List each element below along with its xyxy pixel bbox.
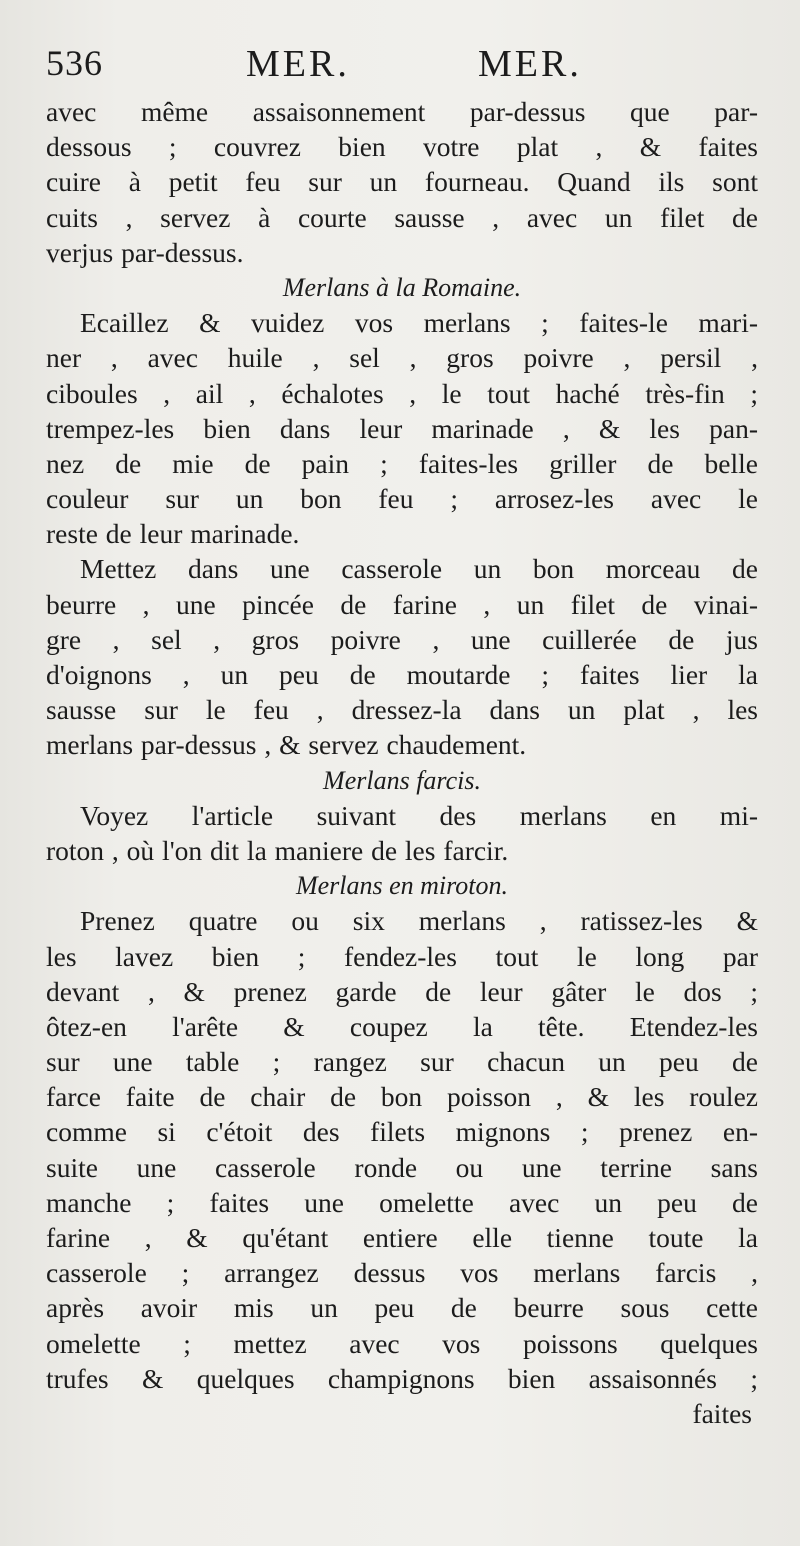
recipe-heading: Merlans en miroton.: [295, 871, 509, 901]
text-line: roton , où l'on dit la maniere de les farcir.: [46, 834, 509, 866]
text-line: reste de leur marinade.: [46, 518, 300, 550]
text-line: couleur sur un bon feu ; arrosez-les avec le: [46, 483, 758, 515]
text-line: avec même assaisonnement par-dessus que par-: [46, 96, 758, 127]
text-line: les lavez bien ; fendez-les tout le long par: [46, 940, 758, 972]
page-number: 536: [46, 43, 103, 83]
text-line: ner , avec huile , sel , gros poivre , persil ,: [46, 342, 758, 374]
text-line: Mettez dans une casserole un bon morceau de: [80, 553, 758, 585]
text-line: après avoir mis un peu de beurre sous cette: [46, 1292, 758, 1324]
text-line: d'oignons , un peu de moutarde ; faites lier la: [46, 659, 758, 690]
text-line: beurre , une pincée de farine , un filet de vinai-: [46, 588, 758, 620]
text-line: cuire à petit feu sur un fourneau. Quand ils sont: [46, 166, 758, 198]
text-line: nez de mie de pain ; faites-les griller de belle: [46, 447, 758, 479]
text-line: farce faite de chair de bon poisson , & les roulez: [46, 1081, 758, 1113]
text-line: devant , & prenez garde de leur gâter le dos ;: [46, 975, 758, 1007]
text-line: verjus par-dessus.: [46, 236, 244, 268]
page-body: [46, 94, 758, 1431]
text-line: Ecaillez & vuidez vos merlans ; faites-le mari-: [80, 307, 758, 339]
text-line: dessous ; couvrez bien votre plat , & faites: [46, 131, 758, 163]
text-line: farine , & qu'étant entiere elle tienne toute la: [46, 1222, 758, 1253]
text-line: comme si c'étoit des filets mignons ; prenez en-: [46, 1116, 758, 1148]
recipe-heading: Merlans farcis.: [323, 765, 481, 795]
text-line: gre , sel , gros poivre , une cuillerée de jus: [46, 623, 758, 655]
text-line: ciboules , ail , échalotes , le tout haché très-fin ;: [46, 377, 758, 409]
text-line: merlans par-dessus , & servez chaudement.: [46, 729, 527, 761]
text-line: sausse sur le feu , dressez-la dans un plat , les: [46, 694, 758, 726]
text-line: manche ; faites une omelette avec un peu de: [46, 1186, 758, 1218]
page-header: [46, 36, 758, 94]
text-line: Voyez l'article suivant des merlans en mi-: [80, 799, 758, 831]
running-head-right: MER.: [478, 43, 582, 85]
text-line: Prenez quatre ou six merlans , ratissez-les &: [80, 905, 758, 937]
text-line: omelette ; mettez avec vos poissons quelques: [46, 1327, 758, 1359]
text-line: sur une table ; rangez sur chacun un peu de: [46, 1046, 758, 1078]
running-head-left: MER.: [246, 43, 350, 85]
text-line: casserole ; arrangez dessus vos merlans farcis ,: [46, 1257, 758, 1289]
text-line: suite une casserole ronde ou une terrine sans: [46, 1151, 758, 1183]
text-line: trempez-les bien dans leur marinade , & les pan-: [46, 412, 758, 444]
text-line: cuits , servez à courte sausse , avec un filet de: [46, 201, 758, 233]
catchword: faites: [692, 1397, 752, 1429]
text-line: trufes & quelques champignons bien assaisonnés ;: [46, 1362, 758, 1394]
text-line: ôtez-en l'arête & coupez la tête. Etendez-les: [46, 1010, 758, 1042]
recipe-heading: Merlans à la Romaine.: [282, 272, 522, 302]
